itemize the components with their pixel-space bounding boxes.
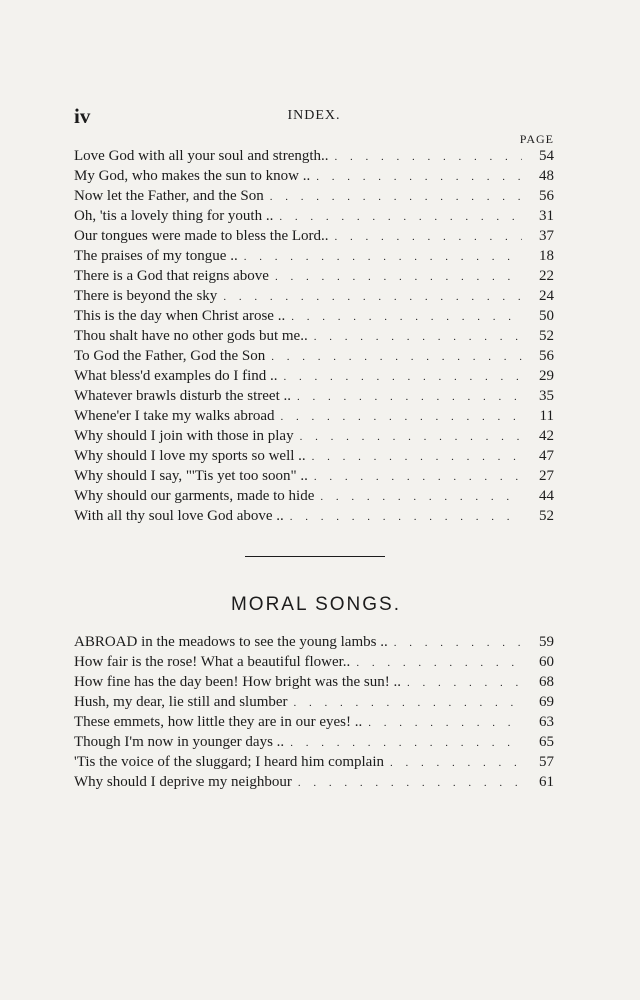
dot-leader	[284, 508, 522, 525]
entry-line: Why should I deprive my neighbour	[74, 774, 292, 790]
entry-line: Why should I say, "'Tis yet too soon" ..	[74, 468, 308, 484]
entry-page: 52	[539, 508, 554, 524]
index-entry	[74, 308, 554, 328]
index-entry	[74, 188, 554, 208]
entry-line: How fine has the day been! How bright was the sun! ..	[74, 674, 402, 690]
dot-leader	[292, 774, 522, 791]
dot-leader	[329, 228, 522, 245]
index-entry	[74, 328, 554, 348]
dot-leader	[294, 428, 522, 445]
dot-leader	[329, 148, 522, 165]
entry-line: Whene'er I take my walks abroad	[74, 408, 275, 424]
section-title: MORAL SONGS.	[230, 594, 402, 615]
entry-line: Now let the Father, and the Son	[74, 188, 264, 204]
entry-page: 54	[539, 148, 554, 164]
entry-page: 56	[539, 188, 554, 204]
entry-page: 56	[539, 348, 554, 364]
entry-line: This is the day when Christ arose ..	[74, 308, 286, 324]
index-entry	[74, 468, 554, 488]
dot-leader	[278, 368, 523, 385]
entry-line: Why should I join with those in play	[74, 428, 294, 444]
moral-songs-list	[74, 634, 554, 794]
dot-leader	[306, 448, 522, 465]
entry-page: 29	[539, 368, 554, 384]
dot-leader	[273, 208, 522, 225]
entry-line: 'Tis the voice of the sluggard; I heard him complain	[74, 754, 385, 770]
folio-number: iv	[74, 104, 91, 128]
running-title: INDEX.	[287, 108, 341, 123]
entry-page: 27	[539, 468, 554, 484]
entry-line: Oh, 'tis a lovely thing for youth ..	[74, 208, 274, 224]
entry-page: 37	[539, 228, 554, 244]
dot-leader	[238, 248, 522, 265]
entry-page: 61	[539, 774, 554, 790]
index-entry	[74, 148, 554, 168]
dot-leader	[401, 674, 522, 691]
entry-page: 31	[539, 208, 554, 224]
entry-page: 52	[539, 328, 554, 344]
page-header	[74, 104, 554, 128]
entry-page: 35	[539, 388, 554, 404]
index-entry	[74, 408, 554, 428]
entry-line: These emmets, how little they are in our eyes! ..	[74, 714, 363, 730]
entry-page: 65	[539, 734, 554, 750]
index-entry	[74, 488, 554, 508]
entry-line: ABROAD in the meadows to see the young lambs ..	[74, 634, 388, 650]
dot-leader	[288, 694, 522, 711]
dot-leader	[388, 634, 522, 651]
index-entry	[74, 388, 554, 408]
entry-line: Whatever brawls disturb the street ..	[74, 388, 292, 404]
index-entry	[74, 268, 554, 288]
entry-line: Why should our garments, made to hide	[74, 488, 315, 504]
index-entry	[74, 368, 554, 388]
index-entry	[74, 428, 554, 448]
dot-leader	[308, 468, 522, 485]
dot-leader	[284, 734, 522, 751]
section-divider	[245, 556, 385, 557]
entry-page: 68	[539, 674, 554, 690]
entry-page: 57	[539, 754, 554, 770]
dot-leader	[291, 388, 522, 405]
entry-line: There is beyond the sky	[74, 288, 218, 304]
moral-song-entry	[74, 774, 554, 794]
entry-line: There is a God that reigns above	[74, 268, 269, 284]
entry-line: Our tongues were made to bless the Lord..	[74, 228, 329, 244]
entry-page: 22	[539, 268, 554, 284]
entry-line: What bless'd examples do I find ..	[74, 368, 278, 384]
entry-page: 59	[539, 634, 554, 650]
dot-leader	[269, 268, 522, 285]
dot-leader	[264, 188, 522, 205]
moral-song-entry	[74, 714, 554, 734]
index-entry	[74, 248, 554, 268]
moral-song-entry	[74, 654, 554, 674]
entry-page: 44	[539, 488, 554, 504]
dot-leader	[308, 328, 522, 345]
dot-leader	[384, 754, 522, 771]
dot-leader	[350, 654, 522, 671]
entry-page: 42	[539, 428, 554, 444]
dot-leader	[314, 488, 522, 505]
entry-line: Love God with all your soul and strength..	[74, 148, 329, 164]
index-entry	[74, 348, 554, 368]
moral-song-entry	[74, 674, 554, 694]
entry-page: 11	[539, 408, 554, 424]
moral-song-entry	[74, 634, 554, 654]
entry-line: Hush, my dear, lie still and slumber	[74, 694, 288, 710]
entry-line: Though I'm now in younger days ..	[74, 734, 285, 750]
index-entry	[74, 448, 554, 468]
dot-leader	[265, 348, 522, 365]
dot-leader	[310, 168, 522, 185]
moral-song-entry	[74, 694, 554, 714]
index-entry	[74, 168, 554, 188]
index-entry	[74, 288, 554, 308]
entry-line: Thou shalt have no other gods but me..	[74, 328, 308, 344]
index-entry	[74, 228, 554, 248]
entry-line: How fair is the rose! What a beautiful flower..	[74, 654, 351, 670]
entry-page: 47	[539, 448, 554, 464]
moral-song-entry	[74, 734, 554, 754]
entry-page: 69	[539, 694, 554, 710]
page-column-label: PAGE	[519, 132, 554, 146]
index-entry	[74, 208, 554, 228]
dot-leader	[275, 408, 522, 425]
dot-leader	[362, 714, 522, 731]
entry-page: 63	[539, 714, 554, 730]
entry-page: 50	[539, 308, 554, 324]
entry-page: 60	[539, 654, 554, 670]
index-entry	[74, 508, 554, 528]
entry-line: Why should I love my sports so well ..	[74, 448, 306, 464]
dot-leader	[285, 308, 522, 325]
entry-page: 18	[539, 248, 554, 264]
entry-page: 48	[539, 168, 554, 184]
moral-song-entry	[74, 754, 554, 774]
dot-leader	[217, 288, 522, 305]
entry-line: With all thy soul love God above ..	[74, 508, 284, 524]
entry-line: To God the Father, God the Son	[74, 348, 266, 364]
index-list	[74, 148, 554, 528]
entry-line: My God, who makes the sun to know ..	[74, 168, 311, 184]
entry-page: 24	[539, 288, 554, 304]
entry-line: The praises of my tongue ..	[74, 248, 238, 264]
